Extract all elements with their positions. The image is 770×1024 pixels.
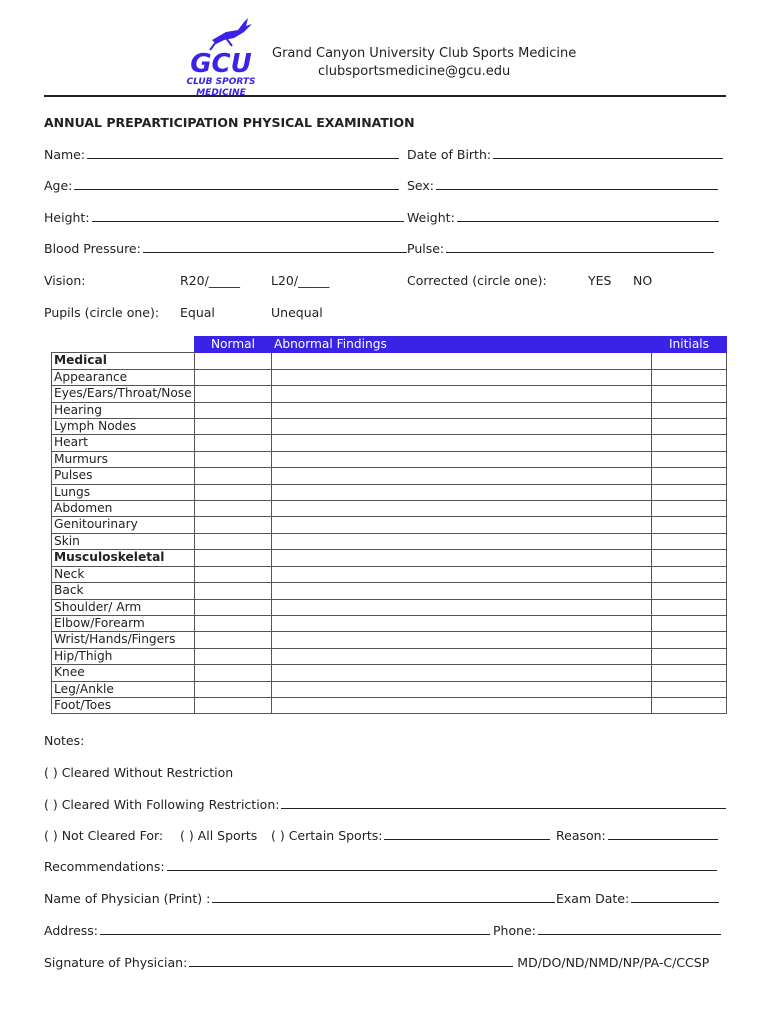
normal-cell[interactable] bbox=[195, 517, 272, 533]
initials-cell[interactable] bbox=[652, 632, 727, 648]
pupils-unequal-option[interactable]: Unequal bbox=[271, 305, 323, 320]
exam-table-body bbox=[52, 353, 727, 714]
address-input-line[interactable] bbox=[100, 923, 490, 935]
exam-item-label: Heart bbox=[52, 435, 195, 451]
initials-cell[interactable] bbox=[652, 550, 727, 566]
pulse-field[interactable] bbox=[407, 241, 714, 256]
exam-item-label: Elbow/Forearm bbox=[52, 615, 195, 631]
table-row bbox=[52, 517, 727, 533]
age-input-line[interactable] bbox=[74, 178, 399, 190]
abnormal-findings-cell[interactable] bbox=[272, 369, 652, 385]
table-row bbox=[52, 369, 727, 385]
address-label: Address: bbox=[44, 923, 98, 938]
table-row bbox=[52, 566, 727, 582]
table-row bbox=[52, 681, 727, 697]
table-row bbox=[52, 501, 727, 517]
initials-cell[interactable] bbox=[652, 599, 727, 615]
blood-pressure-input-line[interactable] bbox=[143, 241, 407, 253]
pulse-input-line[interactable] bbox=[446, 241, 714, 253]
vision-left-field[interactable]: L20/_____ bbox=[271, 273, 330, 288]
table-row bbox=[52, 386, 727, 402]
logo-text-sub1: CLUB SPORTS bbox=[186, 77, 256, 87]
normal-cell[interactable] bbox=[195, 484, 272, 500]
physician-name-label: Name of Physician (Print) : bbox=[44, 891, 211, 906]
weight-field[interactable] bbox=[407, 210, 719, 225]
table-row bbox=[52, 665, 727, 681]
address-field[interactable] bbox=[44, 923, 490, 938]
exam-item-label: Foot/Toes bbox=[52, 697, 195, 713]
abnormal-findings-cell[interactable] bbox=[272, 599, 652, 615]
abnormal-findings-cell[interactable] bbox=[272, 468, 652, 484]
exam-findings-table bbox=[51, 336, 727, 714]
exam-date-field[interactable] bbox=[556, 891, 719, 906]
corrected-no-option[interactable]: NO bbox=[633, 273, 653, 288]
organization-title: Grand Canyon University Club Sports Medicine bbox=[272, 46, 577, 61]
phone-label: Phone: bbox=[493, 923, 536, 938]
initials-cell[interactable] bbox=[652, 435, 727, 451]
recommendations-label: Recommendations: bbox=[44, 859, 165, 874]
initials-cell[interactable] bbox=[652, 353, 727, 369]
not-cleared-option[interactable]: ( ) Not Cleared For: bbox=[44, 828, 164, 843]
pulse-label: Pulse: bbox=[407, 241, 445, 256]
table-row bbox=[52, 550, 727, 566]
table-row bbox=[52, 353, 727, 369]
normal-cell[interactable] bbox=[195, 697, 272, 713]
name-label: Name: bbox=[44, 147, 86, 162]
normal-cell[interactable] bbox=[195, 468, 272, 484]
exam-item-label: Neck bbox=[52, 566, 195, 582]
cleared-with-restriction-label: ( ) Cleared With Following Restriction: bbox=[44, 797, 280, 812]
normal-cell[interactable] bbox=[195, 419, 272, 435]
abnormal-findings-cell[interactable] bbox=[272, 632, 652, 648]
physician-name-field[interactable] bbox=[44, 891, 555, 906]
initials-cell[interactable] bbox=[652, 369, 727, 385]
abnormal-findings-cell[interactable] bbox=[272, 550, 652, 566]
header-divider bbox=[44, 95, 726, 97]
abnormal-findings-cell[interactable] bbox=[272, 648, 652, 664]
sex-input-line[interactable] bbox=[436, 178, 718, 190]
normal-cell[interactable] bbox=[195, 435, 272, 451]
exam-item-label: Skin bbox=[52, 533, 195, 549]
certain-sports-input-line[interactable] bbox=[384, 828, 550, 840]
signature-field[interactable] bbox=[44, 955, 709, 970]
blood-pressure-label: Blood Pressure: bbox=[44, 241, 141, 256]
initials-cell[interactable] bbox=[652, 419, 727, 435]
section-heading: Musculoskeletal bbox=[52, 550, 195, 566]
recommendations-field[interactable] bbox=[44, 859, 717, 874]
reason-label: Reason: bbox=[556, 828, 606, 843]
pupils-equal-option[interactable]: Equal bbox=[180, 305, 215, 320]
table-header-initials: Initials bbox=[652, 337, 727, 353]
abnormal-findings-cell[interactable] bbox=[272, 583, 652, 599]
section-heading: Medical bbox=[52, 353, 195, 369]
age-field[interactable] bbox=[44, 178, 399, 193]
abnormal-findings-cell[interactable] bbox=[272, 386, 652, 402]
abnormal-findings-cell[interactable] bbox=[272, 566, 652, 582]
height-label: Height: bbox=[44, 210, 90, 225]
abnormal-findings-cell[interactable] bbox=[272, 665, 652, 681]
vision-right-field[interactable]: R20/_____ bbox=[180, 273, 241, 288]
cleared-with-restriction-field[interactable] bbox=[44, 797, 726, 812]
exam-item-label: Wrist/Hands/Fingers bbox=[52, 632, 195, 648]
table-header-blank bbox=[52, 337, 195, 353]
exam-item-label: Lungs bbox=[52, 484, 195, 500]
table-row bbox=[52, 435, 727, 451]
abnormal-findings-cell[interactable] bbox=[272, 681, 652, 697]
table-row bbox=[52, 599, 727, 615]
exam-item-label: Appearance bbox=[52, 369, 195, 385]
table-header-normal: Normal bbox=[195, 337, 272, 353]
initials-cell[interactable] bbox=[652, 386, 727, 402]
gcu-club-sports-logo bbox=[186, 16, 256, 98]
initials-cell[interactable] bbox=[652, 681, 727, 697]
sex-label: Sex: bbox=[407, 178, 435, 193]
pupils-label: Pupils (circle one): bbox=[44, 305, 160, 320]
reason-field[interactable] bbox=[556, 828, 718, 843]
abnormal-findings-cell[interactable] bbox=[272, 419, 652, 435]
table-row bbox=[52, 697, 727, 713]
initials-cell[interactable] bbox=[652, 566, 727, 582]
sex-field[interactable] bbox=[407, 178, 718, 193]
normal-cell[interactable] bbox=[195, 632, 272, 648]
abnormal-findings-cell[interactable] bbox=[272, 402, 652, 418]
blood-pressure-field[interactable] bbox=[44, 241, 407, 256]
exam-item-label: Back bbox=[52, 583, 195, 599]
table-row bbox=[52, 533, 727, 549]
exam-item-label: Pulses bbox=[52, 468, 195, 484]
initials-cell[interactable] bbox=[652, 451, 727, 467]
physician-name-input-line[interactable] bbox=[212, 891, 555, 903]
abnormal-findings-cell[interactable] bbox=[272, 533, 652, 549]
exam-date-label: Exam Date: bbox=[556, 891, 630, 906]
initials-cell[interactable] bbox=[652, 517, 727, 533]
all-sports-option[interactable]: ( ) All Sports bbox=[180, 828, 258, 843]
height-input-line[interactable] bbox=[92, 210, 404, 222]
initials-cell[interactable] bbox=[652, 583, 727, 599]
table-row bbox=[52, 451, 727, 467]
abnormal-findings-cell[interactable] bbox=[272, 451, 652, 467]
initials-cell[interactable] bbox=[652, 665, 727, 681]
abnormal-findings-cell[interactable] bbox=[272, 484, 652, 500]
exam-item-label: Eyes/Ears/Throat/Nose bbox=[52, 386, 195, 402]
normal-cell[interactable] bbox=[195, 599, 272, 615]
weight-label: Weight: bbox=[407, 210, 455, 225]
table-row bbox=[52, 419, 727, 435]
table-row bbox=[52, 648, 727, 664]
initials-cell[interactable] bbox=[652, 648, 727, 664]
certain-sports-label: ( ) Certain Sports: bbox=[271, 828, 383, 843]
initials-cell[interactable] bbox=[652, 468, 727, 484]
form-title: ANNUAL PREPARTICIPATION PHYSICAL EXAMINATION bbox=[44, 115, 415, 130]
exam-item-label: Murmurs bbox=[52, 451, 195, 467]
normal-cell[interactable] bbox=[195, 369, 272, 385]
abnormal-findings-cell[interactable] bbox=[272, 353, 652, 369]
exam-item-label: Hip/Thigh bbox=[52, 648, 195, 664]
initials-cell[interactable] bbox=[652, 615, 727, 631]
initials-cell[interactable] bbox=[652, 697, 727, 713]
table-row bbox=[52, 468, 727, 484]
table-header-abnormal: Abnormal Findings bbox=[272, 337, 652, 353]
table-row bbox=[52, 632, 727, 648]
vision-label: Vision: bbox=[44, 273, 86, 288]
dob-field[interactable] bbox=[407, 147, 723, 162]
name-input-line[interactable] bbox=[87, 147, 399, 159]
exam-item-label: Shoulder/ Arm bbox=[52, 599, 195, 615]
normal-cell[interactable] bbox=[195, 665, 272, 681]
normal-cell[interactable] bbox=[195, 681, 272, 697]
table-row bbox=[52, 615, 727, 631]
reason-input-line[interactable] bbox=[608, 828, 718, 840]
dob-input-line[interactable] bbox=[493, 147, 723, 159]
height-field[interactable] bbox=[44, 210, 404, 225]
corrected-yes-option[interactable]: YES bbox=[588, 273, 612, 288]
cleared-without-restriction-option[interactable]: ( ) Cleared Without Restriction bbox=[44, 765, 234, 780]
normal-cell[interactable] bbox=[195, 402, 272, 418]
weight-input-line[interactable] bbox=[457, 210, 719, 222]
abnormal-findings-cell[interactable] bbox=[272, 697, 652, 713]
restriction-input-line[interactable] bbox=[281, 797, 726, 809]
phone-input-line[interactable] bbox=[538, 923, 721, 935]
exam-item-label: Lymph Nodes bbox=[52, 419, 195, 435]
corrected-label: Corrected (circle one): bbox=[407, 273, 547, 288]
notes-label: Notes: bbox=[44, 733, 85, 748]
certain-sports-field[interactable] bbox=[271, 828, 550, 843]
table-row bbox=[52, 402, 727, 418]
logo-text-main: GCU bbox=[190, 49, 252, 79]
initials-cell[interactable] bbox=[652, 533, 727, 549]
antelope-logo-icon bbox=[186, 16, 256, 98]
initials-cell[interactable] bbox=[652, 484, 727, 500]
normal-cell[interactable] bbox=[195, 550, 272, 566]
recommendations-input-line[interactable] bbox=[167, 859, 717, 871]
abnormal-findings-cell[interactable] bbox=[272, 517, 652, 533]
phone-field[interactable] bbox=[493, 923, 721, 938]
normal-cell[interactable] bbox=[195, 353, 272, 369]
normal-cell[interactable] bbox=[195, 386, 272, 402]
age-label: Age: bbox=[44, 178, 73, 193]
initials-cell[interactable] bbox=[652, 402, 727, 418]
normal-cell[interactable] bbox=[195, 566, 272, 582]
signature-input-line[interactable] bbox=[189, 955, 513, 967]
normal-cell[interactable] bbox=[195, 583, 272, 599]
abnormal-findings-cell[interactable] bbox=[272, 435, 652, 451]
dob-label: Date of Birth: bbox=[407, 147, 492, 162]
abnormal-findings-cell[interactable] bbox=[272, 615, 652, 631]
normal-cell[interactable] bbox=[195, 451, 272, 467]
normal-cell[interactable] bbox=[195, 533, 272, 549]
abnormal-findings-cell[interactable] bbox=[272, 501, 652, 517]
normal-cell[interactable] bbox=[195, 501, 272, 517]
logo-text-sub2: MEDICINE bbox=[196, 88, 246, 98]
name-field[interactable] bbox=[44, 147, 399, 162]
normal-cell[interactable] bbox=[195, 615, 272, 631]
table-row bbox=[52, 484, 727, 500]
signature-label: Signature of Physician: bbox=[44, 955, 188, 970]
exam-item-label: Hearing bbox=[52, 402, 195, 418]
exam-item-label: Abdomen bbox=[52, 501, 195, 517]
initials-cell[interactable] bbox=[652, 501, 727, 517]
exam-item-label: Leg/Ankle bbox=[52, 681, 195, 697]
exam-item-label: Knee bbox=[52, 665, 195, 681]
table-row bbox=[52, 583, 727, 599]
exam-item-label: Genitourinary bbox=[52, 517, 195, 533]
credentials-text: MD/DO/ND/NMD/NP/PA-C/CCSP bbox=[517, 955, 710, 970]
table-header-row bbox=[52, 337, 727, 353]
normal-cell[interactable] bbox=[195, 648, 272, 664]
exam-date-input-line[interactable] bbox=[631, 891, 719, 903]
organization-email: clubsportsmedicine@gcu.edu bbox=[318, 64, 511, 79]
